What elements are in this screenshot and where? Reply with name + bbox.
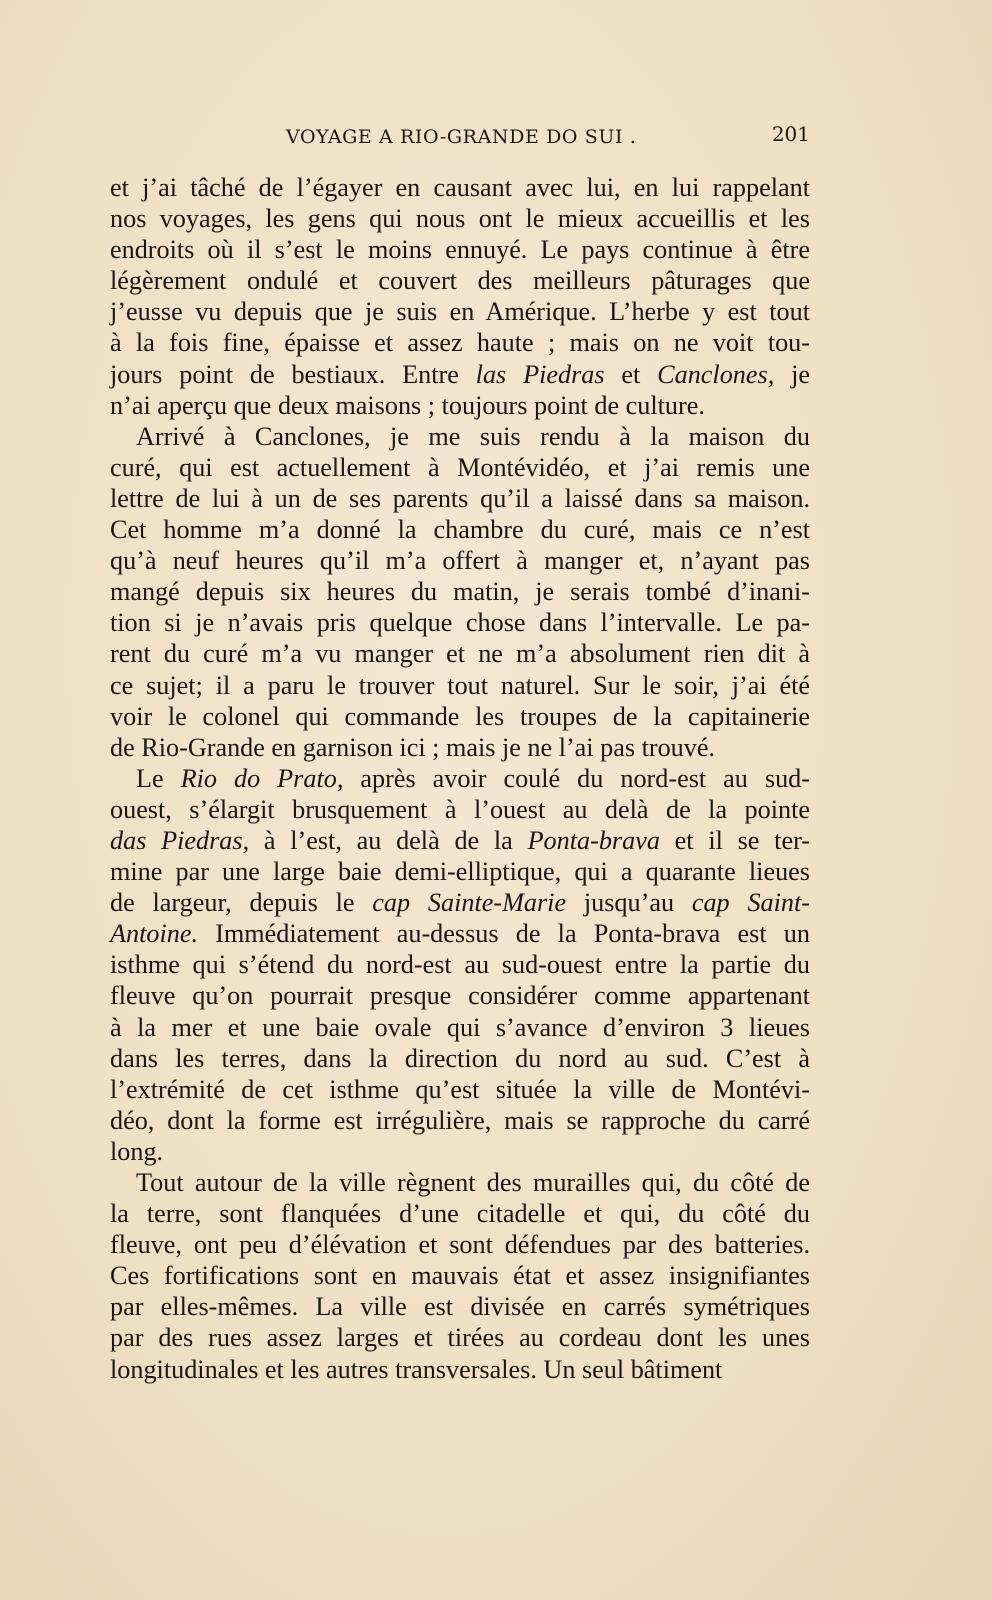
text-run: à la mer et une baie ovale qui s’avance d’environ 3 lieues — [110, 1012, 810, 1042]
text-run: par elles-mêmes. La ville est divisée en carrés symétriques — [110, 1292, 810, 1322]
text-line — [110, 1105, 810, 1136]
italic-run: Ponta-brava — [527, 825, 660, 855]
text-run: dans les terres, dans la direction du nord au sud. C’est à — [110, 1043, 810, 1073]
text-line — [110, 1074, 810, 1105]
italic-run: cap Sainte-Marie — [372, 888, 567, 918]
text-line — [110, 1322, 810, 1353]
text-run: à l’est, au delà de la — [249, 825, 528, 855]
text-line — [110, 576, 810, 607]
text-line — [110, 763, 810, 794]
text-line — [110, 265, 810, 296]
text-run: je — [774, 359, 810, 389]
text-line — [110, 918, 810, 949]
paragraph — [110, 421, 810, 763]
text-line — [110, 421, 810, 452]
text-run: voir le colonel qui commande les troupes de la capitainerie — [110, 701, 810, 731]
text-run: et j’ai tâché de l’égayer en causant avec lui, en lui rappelant — [110, 173, 810, 202]
text-run: Immédiatement au-dessus de la Ponta-brava est un — [198, 919, 810, 949]
italic-run: las Piedras — [475, 359, 605, 389]
text-line — [110, 794, 810, 825]
body-text — [110, 172, 810, 1385]
page-number: 201 — [771, 122, 810, 146]
text-line — [110, 1229, 810, 1260]
page-header — [110, 122, 810, 152]
text-run: tion si je n’avais pris quelque chose dans l’intervalle. Le pa- — [110, 608, 810, 638]
text-line — [110, 172, 810, 203]
text-line — [110, 327, 810, 358]
text-run: de Rio-Grande en garnison ici ; mais je ne l’ai pas trouvé. — [110, 732, 716, 762]
text-run: longitudinales et les autres transversales. Un seul bâtiment — [110, 1354, 723, 1384]
text-line — [110, 514, 810, 545]
text-run: lettre de lui à un de ses parents qu’il a laissé dans sa maison. — [110, 483, 810, 513]
text-run: fleuve qu’on pourrait presque considérer comme appartenant — [110, 981, 810, 1011]
text-run: qu’à neuf heures qu’il m’a offert à manger et, n’ayant pas — [110, 546, 810, 576]
text-run: après avoir coulé du nord-est au sud- — [343, 763, 810, 793]
text-line — [110, 980, 810, 1011]
text-run: mine par une large baie demi-elliptique, qui a quarante lieues — [110, 857, 810, 887]
text-run: Tout autour de la ville règnent des murailles qui, du côté de — [136, 1168, 810, 1197]
text-run: fleuve, ont peu d’élévation et sont défendues par des batteries. — [110, 1230, 810, 1260]
text-line — [110, 1012, 810, 1043]
text-line — [110, 1291, 810, 1322]
text-run: long. — [110, 1136, 164, 1166]
text-run: Cet homme m’a donné la chambre du curé, mais ce n’est — [110, 515, 810, 545]
text-line — [110, 1167, 810, 1198]
italic-run: Canclones, — [657, 359, 775, 389]
text-line — [110, 545, 810, 576]
text-run: n’ai aperçu que deux maisons ; toujours point de culture. — [110, 390, 705, 420]
text-run: légèrement ondulé et couvert des meilleurs pâturages que — [110, 266, 810, 296]
text-line — [110, 1136, 810, 1167]
text-run: la terre, sont flanquées d’une citadelle et qui, du côté du — [110, 1199, 810, 1229]
italic-run: Rio do Prato, — [180, 763, 344, 793]
text-run: à la fois fine, épaisse et assez haute ; mais on ne voit tou- — [110, 328, 810, 358]
text-line — [110, 638, 810, 669]
text-run: Arrivé à Canclones, je me suis rendu à la maison du — [136, 421, 810, 451]
text-run: ce sujet; il a paru le trouver tout naturel. Sur le soir, j’ai été — [110, 670, 810, 700]
text-run: l’extrémité de cet isthme qu’est située la ville de Montévi- — [110, 1074, 810, 1104]
text-run: par des rues assez larges et tirées au cordeau dont les unes — [110, 1323, 810, 1353]
running-title: VOYAGE A RIO-GRANDE DO SUI . — [286, 126, 637, 148]
text-run: de largeur, depuis le — [110, 888, 373, 918]
text-line — [110, 234, 810, 265]
text-line — [110, 1260, 810, 1291]
text-line — [110, 452, 810, 483]
text-run: déo, dont la forme est irrégulière, mais se rapproche du carré — [110, 1105, 810, 1135]
text-run: nos voyages, les gens qui nous ont le mieux accueillis et les — [110, 204, 810, 234]
text-line — [110, 887, 810, 918]
text-run: jours point de bestiaux. Entre — [110, 359, 476, 389]
paragraph — [110, 172, 810, 421]
text-run: Ces fortifications sont en mauvais état et assez insignifiantes — [110, 1261, 810, 1291]
text-line — [110, 701, 810, 732]
text-line — [110, 607, 810, 638]
text-line — [110, 390, 810, 421]
text-line — [110, 949, 810, 980]
text-line — [110, 732, 810, 763]
text-line — [110, 359, 810, 390]
text-line — [110, 203, 810, 234]
italic-run: cap Saint- — [691, 888, 810, 918]
text-run: isthme qui s’étend du nord-est au sud-ouest entre la partie du — [110, 950, 810, 980]
text-line — [110, 296, 810, 327]
text-line — [110, 1354, 810, 1385]
paragraph — [110, 763, 810, 1167]
italic-run: das Piedras, — [110, 825, 250, 855]
text-line — [110, 1043, 810, 1074]
text-run: Le — [136, 763, 181, 793]
text-run: jusqu’au — [566, 888, 692, 918]
paragraph — [110, 1167, 810, 1385]
text-run: et il se ter- — [659, 825, 810, 855]
text-line — [110, 1198, 810, 1229]
text-line — [110, 825, 810, 856]
italic-run: Antoine. — [110, 919, 198, 949]
text-run: et — [604, 359, 658, 389]
text-line — [110, 856, 810, 887]
text-run: mangé depuis six heures du matin, je serais tombé d’inani- — [110, 577, 810, 607]
text-run: j’eusse vu depuis que je suis en Amérique. L’herbe y est tout — [110, 297, 810, 327]
text-run: endroits où il s’est le moins ennuyé. Le pays continue à être — [110, 235, 810, 265]
text-run: rent du curé m’a vu manger et ne m’a absolument rien dit à — [110, 639, 810, 669]
text-line — [110, 670, 810, 701]
text-run: ouest, s’élargit brusquement à l’ouest au delà de la pointe — [110, 794, 810, 824]
text-line — [110, 483, 810, 514]
text-run: curé, qui est actuellement à Montévidéo, et j’ai remis une — [110, 452, 810, 482]
